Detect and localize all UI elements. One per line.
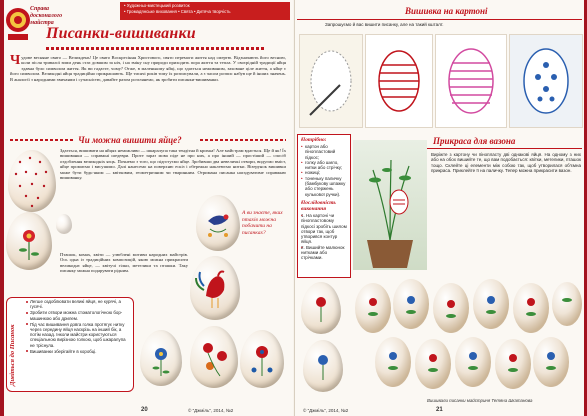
egg-red-blue bbox=[240, 330, 284, 388]
egg-red-flowers bbox=[190, 326, 238, 388]
vase-plant-drawing bbox=[353, 140, 427, 270]
section-heading-vase: Прикраса для вазона bbox=[433, 136, 516, 146]
egg-flower-pattern bbox=[6, 212, 52, 270]
intro-paragraph: удове весняне свято — Великдень! Це свято Воскресіння Христового, свято перемоги життя над смертю. Відзначають його весною, коли після тривалої зими день стає довшим за ніч, і на зміну сну природи приходить пора життя та тепла. У своєрідній традиції яйця здавна було символом життя. Як ви гадаєте, чому? Отже, в маленькому яйці, що здається неживаним, заховане ціле життя, а яйце є його символом. Великодні яйця традиційно прикрашають. Ще тисячі років тому їх розписували, а з часом розпис набув ще й інших значень. В аналогії з народними звичаями і сучасністю, давайте разом розглянемо, як зробити писанки-вишиванки. bbox=[10, 55, 286, 82]
tip-item: Легше оздоблювати великі яйця, не курячі, а гусячі. bbox=[26, 299, 130, 309]
material-item: • голку або шило, нитки або стрічку; bbox=[301, 160, 349, 171]
page-number-right: 21 bbox=[436, 407, 443, 413]
egg-rooster bbox=[190, 256, 240, 320]
tip-item: Зробити отвори можна стоматологічною бор-машинкою або дрилем. bbox=[26, 310, 130, 320]
step-image-2-drawing bbox=[366, 35, 432, 127]
tip-item: Вишиванки зберігайте в коробці. bbox=[26, 349, 130, 354]
intro-text bbox=[10, 55, 286, 82]
step-image-2 bbox=[365, 34, 433, 128]
heading-rule-1 bbox=[297, 19, 582, 20]
egg-dotted-red bbox=[8, 150, 56, 212]
topbar-line-2: • Громадянське виховання • Свята • Дитяча творчість bbox=[124, 8, 231, 14]
egg-gallery bbox=[353, 274, 583, 396]
egg-flower-red-pattern bbox=[301, 282, 341, 334]
section-text: Здається, вишивати на яйцях неможливо — шкаралупа така тендітна й крихка! Але майстрам вдається. Ще й як! Їх вишиванки — справжні шедеври. Проте зараз мова піде не про них, а про інший — простіший — спосіб оздоблення великодніх яєць. Почнемо з того, що підготуємо яйце. Зробивши два невеличкі отвори, видуємо вміст, яйце промиємо і висушимо. Далі нанесемо на поверхню ескіз і обережно наклеюємо нитки. Візерунок вишивки може бути будь-яким — квітковим, геометричним чи тваринним. Отримана писанка нагадуватиме справжню вишиванку. bbox=[60, 148, 286, 181]
step-item: • 1. На картоні чи пінопластовому підкосі зробіть шилом отвори так, щоб утворився контур яйця. bbox=[301, 213, 349, 245]
heading-rule-2 bbox=[415, 148, 582, 149]
step-image-4 bbox=[509, 34, 583, 128]
section-heading-cardboard: Вишивка на картоні bbox=[405, 6, 488, 16]
photo-caption: Вишивали писанки майстриня Тетяна Шкатанова bbox=[427, 398, 533, 403]
egg-blue-flower bbox=[140, 330, 182, 386]
page-number-left: 20 bbox=[141, 407, 148, 413]
material-item: • тоненьку паличку (бамбукову шпажку або стержень кулькової ручки). bbox=[301, 176, 349, 197]
left-page bbox=[0, 0, 293, 416]
egg-bird-pattern bbox=[196, 195, 240, 251]
material-item: • картон або пінопластовий підкос; bbox=[301, 144, 349, 160]
step-image-3 bbox=[435, 34, 507, 128]
heading-ornament-right bbox=[200, 139, 286, 141]
step-item: • 2. Вишийте малюнок нитками або стрічками. bbox=[301, 245, 349, 261]
step-image-1-drawing bbox=[300, 35, 362, 127]
egg-flower-blue-pattern bbox=[303, 340, 343, 392]
vase-instructions: Виріжте з картону чи пінопласту дві однакові яйця. На одному з них або на обох вишийте те, що вам подобається: квітки, метелики, пташок тощо. Склейте ці елементи між собою так, щоб утворилася об'ємна прикраса. Приклейте її на паличку. Тепер можна прикрасити вазон. bbox=[431, 152, 581, 173]
section-text-2: Пташок, комах, квіти — улюблені мотиви народних майстрів. Ось одна із традиційних композицій, якою можна прикрасити великоднє яйце, — квітучі гілки, метелики та пташки. Таку писанку можна подарувати рідним. bbox=[60, 252, 188, 274]
section-topbar bbox=[120, 2, 290, 20]
egg-dots-pattern bbox=[8, 150, 56, 212]
heading-ornament-left bbox=[10, 139, 74, 141]
steps-heading: • Послідовність виконання bbox=[301, 200, 349, 212]
topbar-line-1: • Художньо-мистецький розвиток bbox=[124, 3, 190, 8]
title-ornament bbox=[46, 47, 266, 50]
step-image-4-drawing bbox=[510, 35, 582, 127]
right-page bbox=[294, 0, 587, 416]
material-item: • ножиці; bbox=[301, 170, 349, 175]
page-title: Писанки-вишиванки bbox=[46, 25, 196, 42]
materials-heading: • Потрібно: bbox=[301, 137, 349, 143]
logo-text: Справа досконалого майстра bbox=[30, 6, 63, 26]
dropcap: Ч bbox=[10, 53, 21, 68]
tips-list bbox=[26, 299, 130, 355]
journal-credit-right: © "Джміль", 2014, №2 bbox=[303, 408, 349, 413]
vase-photo bbox=[353, 140, 427, 270]
egg-rooster-pattern bbox=[190, 256, 240, 320]
small-egg bbox=[56, 214, 72, 234]
egg-flower bbox=[6, 212, 52, 270]
materials-list bbox=[301, 136, 349, 261]
tips-box-title: Дивіться до Писанок bbox=[9, 324, 16, 386]
tip-item: Під час вишивання довга голка протягує нитку через середину яйця наскрізь на інший бік, а потім назад. Інколи майстри користуються спеціальною вирізною голкою, щоб шкаралупа не тріснула. bbox=[26, 322, 130, 348]
step-image-3-drawing bbox=[436, 35, 506, 127]
cardboard-intro: Запрошуємо й вас вишити писанку, але на такий кшталт. bbox=[325, 22, 444, 27]
egg-flower-red bbox=[301, 282, 341, 334]
pull-quote: А ви знаєте, яких птахів можна побачити на писанках? bbox=[242, 210, 283, 236]
egg-blue-flower-pattern bbox=[140, 330, 182, 386]
step-image-1 bbox=[299, 34, 363, 128]
egg-red-blue-pattern bbox=[240, 330, 284, 388]
egg-bird bbox=[196, 195, 240, 251]
egg-gallery-drawing bbox=[353, 274, 583, 396]
egg-red-flowers-pattern bbox=[190, 326, 238, 388]
section-heading-can-embroider: Чи можна вишити яйце? bbox=[78, 135, 182, 145]
left-border-stripe bbox=[0, 0, 4, 416]
egg-flower-blue bbox=[303, 340, 343, 392]
journal-credit-left: © "Джміль", 2014, №2 bbox=[188, 408, 234, 413]
